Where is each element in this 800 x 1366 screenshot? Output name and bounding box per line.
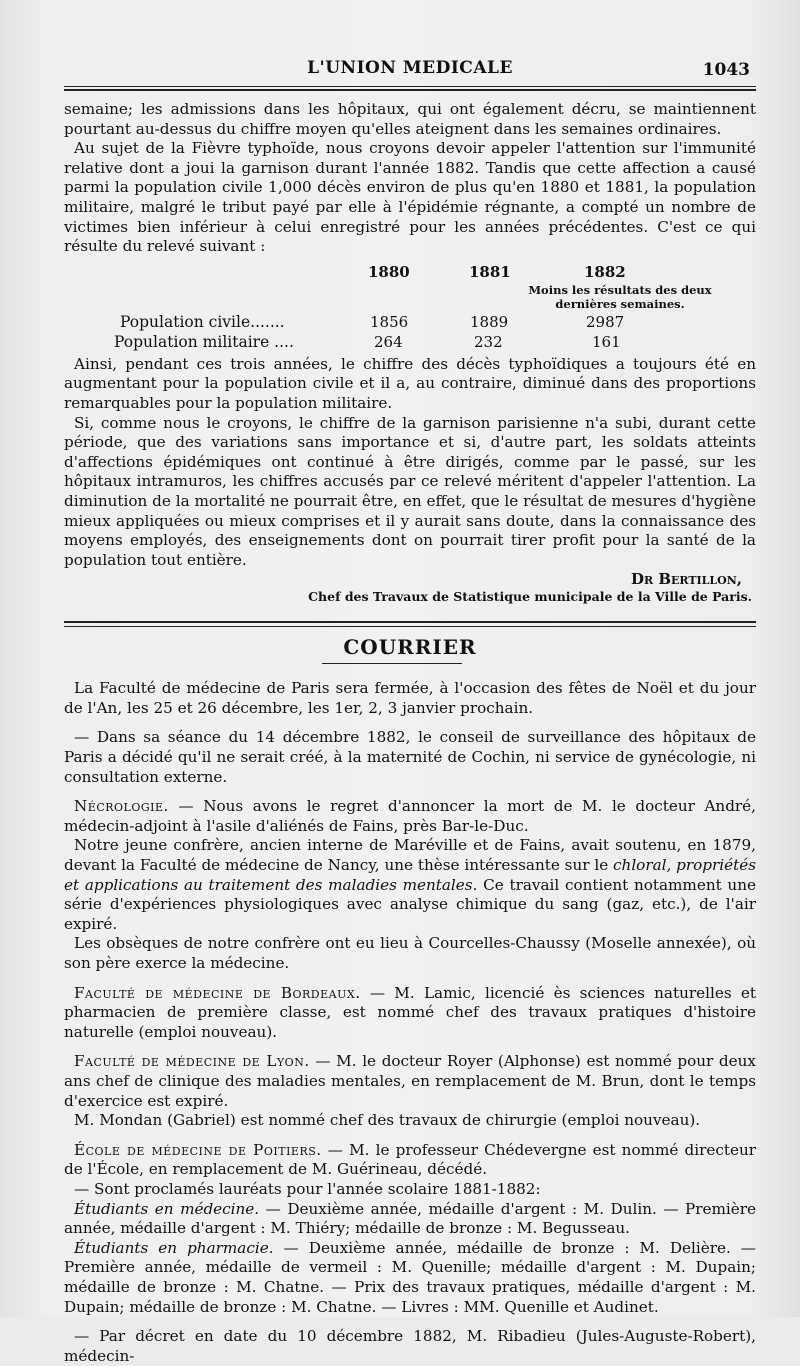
news-item: — Sont proclamés lauréats pour l'année scolaire 1881-1882: (74, 1179, 541, 1198)
table-cell: 1856 (370, 312, 409, 331)
paragraph: Si, comme nous le croyons, le chiffre de la garnison parisienne n'a subi, durant cette période, que des variations sans importance et si, d'autre part, les soldats atteints d'affections épidémiques ont continué à être dirigés, comme par le passé, sur les hôpitaux intramuros, les chiffres accusés par ce relevé méritent d'appeler l'attention. La diminution de la mortalité ne pourrait être, en effet, que le résultat de mesures d'hygiène mieux appliquées ou mieux comprises et il y aurait sans doute, dans la connaissance des moyens employés, des enseignements dont on pourrait tirer profit pour la santé de la population tout entière. (64, 413, 756, 569)
typhoid-statistics-table (64, 257, 756, 355)
news-item: Faculté de médecine de Bordeaux. — M. Lamic, licencié ès sciences naturelles et pharmacien de première classe, est nommé chef des travaux pratiques d'histoire naturelle (emploi nouveau). (64, 983, 756, 1041)
page-number: 1043 (702, 60, 750, 80)
news-item: — Par décret en date du 10 décembre 1882, M. Ribadieu (Jules-Auguste-Robert), médecin- (64, 1327, 756, 1365)
table-row (64, 333, 756, 353)
section-title: COURRIER (64, 635, 756, 679)
item-heading: Étudiants en pharmacie. (74, 1238, 274, 1257)
table-header-row (64, 263, 756, 283)
article-body (64, 100, 756, 605)
item-heading: Étudiants en médecine. (74, 1199, 260, 1218)
news-item: Étudiants en médecine. — Deuxième année, médaille d'argent : M. Dulin. — Première année, médaille d'argent : M. Thiéry; médaille de bronze : M. Begusseau. (64, 1199, 756, 1238)
item-heading: Faculté de médecine de Bordeaux. (74, 983, 361, 1002)
year-header: 1882 (584, 262, 626, 281)
news-item: École de médecine de Poitiers. — M. le professeur Chédevergne est nommé directeur de l'École, en remplacement de M. Guérineau, décédé. (64, 1140, 756, 1179)
table-footnote: Moins les résultats des deux dernières semaines. (528, 282, 712, 311)
courrier-body (64, 679, 756, 1366)
table-cell: 161 (592, 332, 621, 351)
page-header (64, 0, 756, 92)
paragraph: Au sujet de la Fièvre typhoïde, nous croyons devoir appeler l'attention sur l'immunité relative dont a joui la garnison durant l'année 1882. Tandis que cette affection a causé parmi la population civile 1,000 décès environ de plus qu'en 1880 et 1881, la population militaire, malgré le tribut payé par elle à l'épidémie régnante, a compté un nombre de victimes bien inférieur à celui enregistré pour les années précédentes. C'est ce qui résulte du relevé suivant : (64, 139, 756, 256)
item-heading: Faculté de médecine de Lyon. (74, 1052, 310, 1071)
row-label: Population militaire .... (114, 332, 294, 351)
item-heading: Nécrologie. (74, 797, 169, 816)
news-item: Les obsèques de notre confrère ont eu lieu à Courcelles-Chaussy (Moselle annexée), où son père exerce la médecine. (64, 934, 756, 972)
news-item: La Faculté de médecine de Paris sera fermée, à l'occasion des fêtes de Noël et du jour de l'An, les 25 et 26 décembre, les 1er, 2, 3 janvier prochain. (64, 679, 756, 717)
news-item: M. Mondan (Gabriel) est nommé chef des travaux de chirurgie (emploi nouveau). (74, 1111, 701, 1130)
author-signature: Dr Bertillon, (630, 570, 742, 589)
year-header: 1880 (368, 262, 410, 281)
news-item: Notre jeune confrère, ancien interne de Maréville et de Fains, avait soutenu, en 1879, devant la Faculté de médecine de Nancy, une thèse intéressante sur le chloral, propriétés et applications au traitement des maladies mentales. Ce travail contient notamment une série d'expériences physiologiques avec analyse chimique du sang (gaz, etc.), de l'air expiré. (64, 836, 756, 933)
paragraph: Ainsi, pendant ces trois années, le chiffre des décès typhoïdiques a toujours été en augmentant pour la population civile et il a, au contraire, diminué dans des proportions remarquables pour la population militaire. (64, 354, 756, 412)
year-header: 1881 (469, 262, 511, 281)
table-cell: 2987 (586, 312, 625, 331)
header-rule-thick (64, 89, 756, 91)
table-cell: 1889 (470, 312, 509, 331)
table-cell: 232 (474, 332, 503, 351)
paragraph: semaine; les admissions dans les hôpitaux, qui ont également décru, se maintiennent pourtant au-dessus du chiffre moyen qu'elles ateignent dans les semaines ordinaires. (64, 100, 756, 138)
news-item: Étudiants en pharmacie. — Deuxième année, médaille de bronze : M. Delière. — Première année, médaille de vermeil : M. Quenille; médaille d'argent : M. Dupain; médaille de bronze : M. Chatne. — Prix des travaux pratiques, médaille d'argent : M. Dupain; médaille de bronze : M. Chatne. — Livres : MM. Quenille et Audinet. (64, 1238, 756, 1316)
item-heading: École de médecine de Poitiers. (74, 1140, 322, 1159)
section-divider (64, 621, 756, 631)
news-item: Nécrologie. — Nous avons le regret d'annoncer la mort de M. le docteur André, médecin-adjoint à l'asile d'aliénés de Fains, près Bar-le-Duc. (64, 797, 756, 835)
row-label: Population civile....... (120, 312, 285, 331)
table-row (64, 313, 756, 333)
news-item: Faculté de médecine de Lyon. — M. le docteur Royer (Alphonse) est nommé pour deux ans chef de clinique des maladies mentales, en remplacement de M. Brun, dont le temps d'exercice est expiré. (64, 1052, 756, 1110)
table-cell: 264 (374, 332, 403, 351)
news-item: — Dans sa séance du 14 décembre 1882, le conseil de surveillance des hôpitaux de Paris a décidé qu'il ne serait créé, à la maternité de Cochin, ni service de gynécologie, ni consultation externe. (64, 728, 756, 786)
running-title: L'UNION MEDICALE (307, 58, 513, 78)
header-rule (64, 86, 756, 87)
author-affiliation: Chef des Travaux de Statistique municipale de la Ville de Paris. (308, 589, 752, 605)
